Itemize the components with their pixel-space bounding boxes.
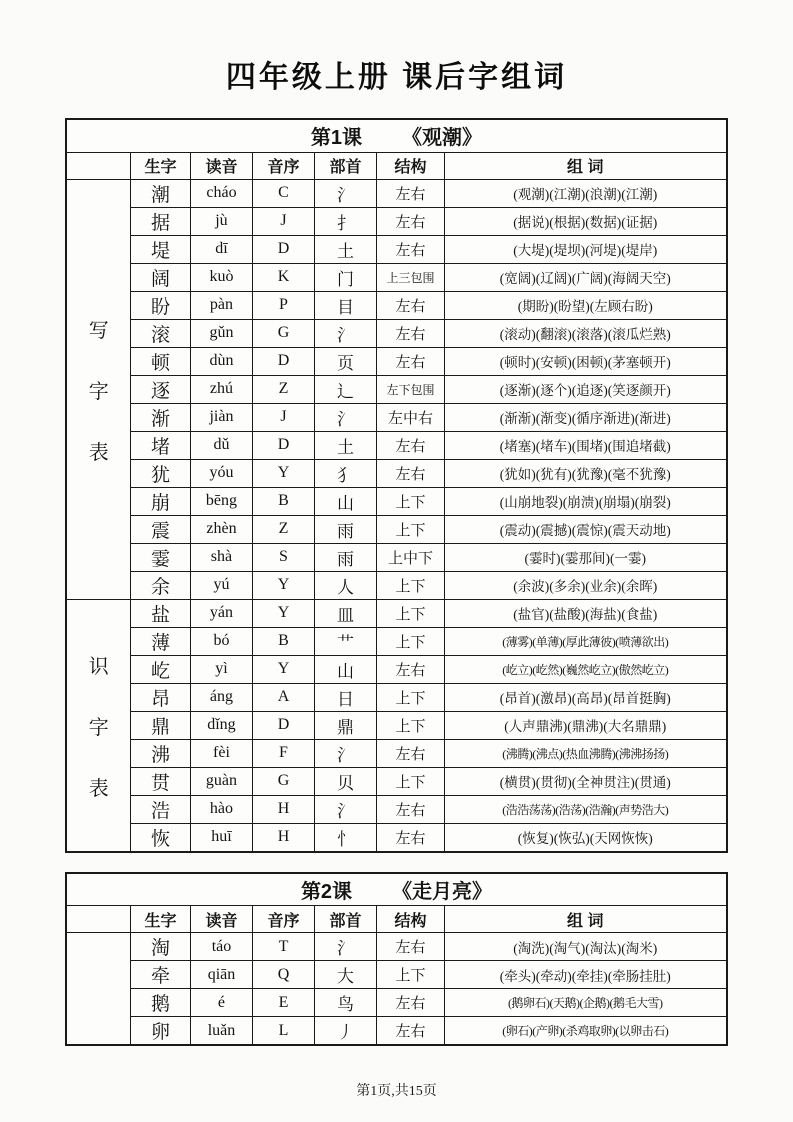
radical-cell: 土 xyxy=(314,431,376,459)
radical-cell: 皿 xyxy=(314,599,376,627)
char-cell: 滚 xyxy=(130,319,190,347)
radical-cell: 雨 xyxy=(314,515,376,543)
structure-cell: 左右 xyxy=(376,235,444,263)
pinyin-cell: shà xyxy=(190,543,252,571)
structure-cell: 左右 xyxy=(376,655,444,683)
initial-cell: D xyxy=(252,431,314,459)
structure-cell: 左右 xyxy=(376,795,444,823)
column-header: 读音 xyxy=(190,906,252,933)
section-label-text: 写 字 表 xyxy=(88,319,109,464)
column-header: 读音 xyxy=(190,152,252,179)
page-title: 四年级上册 课后字组词 xyxy=(225,61,568,94)
initial-cell: H xyxy=(252,795,314,823)
char-cell: 潮 xyxy=(130,179,190,207)
initial-cell: T xyxy=(252,933,314,961)
column-header: 部首 xyxy=(314,152,376,179)
lesson-title xyxy=(66,119,726,152)
char-cell: 盐 xyxy=(130,599,190,627)
words-cell: (牵头)(牵动)(牵挂)(牵肠挂肚) xyxy=(444,961,726,989)
column-header: 部首 xyxy=(314,906,376,933)
table-header-row xyxy=(66,906,726,933)
table-row xyxy=(66,655,726,683)
words-cell: (淘洗)(淘气)(淘汰)(淘米) xyxy=(444,933,726,961)
char-cell: 浩 xyxy=(130,795,190,823)
structure-cell: 上下 xyxy=(376,767,444,795)
column-header: 组 词 xyxy=(444,152,726,179)
initial-cell: Z xyxy=(252,375,314,403)
table-row xyxy=(66,711,726,739)
words-cell: (沸腾)(沸点)(热血沸腾)(沸沸扬扬) xyxy=(444,739,726,767)
initial-cell: J xyxy=(252,207,314,235)
radical-cell: 页 xyxy=(314,347,376,375)
page-footer: 第1页,共15页 xyxy=(356,1084,437,1099)
table-row xyxy=(66,543,726,571)
pinyin-cell: qiān xyxy=(190,961,252,989)
radical-cell: 氵 xyxy=(314,179,376,207)
char-cell: 屹 xyxy=(130,655,190,683)
initial-cell: D xyxy=(252,711,314,739)
table-row xyxy=(66,487,726,515)
pinyin-cell: dùn xyxy=(190,347,252,375)
char-cell: 震 xyxy=(130,515,190,543)
char-cell: 顿 xyxy=(130,347,190,375)
char-cell: 堤 xyxy=(130,235,190,263)
radical-cell: 氵 xyxy=(314,933,376,961)
words-cell: (卵石)(产卵)(杀鸡取卵)(以卵击石) xyxy=(444,1017,726,1046)
words-cell: (山崩地裂)(崩溃)(崩塌)(崩裂) xyxy=(444,487,726,515)
radical-cell: 人 xyxy=(314,571,376,599)
char-cell: 余 xyxy=(130,571,190,599)
pinyin-cell: yì xyxy=(190,655,252,683)
char-cell: 鼎 xyxy=(130,711,190,739)
initial-cell: C xyxy=(252,179,314,207)
lesson-1-table xyxy=(65,118,727,853)
radical-cell: 丿 xyxy=(314,1017,376,1046)
char-cell: 牵 xyxy=(130,961,190,989)
words-cell: (逐渐)(逐个)(追逐)(笑逐颜开) xyxy=(444,375,726,403)
pinyin-cell: hào xyxy=(190,795,252,823)
table-row xyxy=(66,571,726,599)
radical-cell: 鸟 xyxy=(314,989,376,1017)
char-cell: 崩 xyxy=(130,487,190,515)
pinyin-cell: yóu xyxy=(190,459,252,487)
words-cell: (盐官)(盐酸)(海盐)(食盐) xyxy=(444,599,726,627)
table-row xyxy=(66,961,726,989)
initial-cell: G xyxy=(252,767,314,795)
words-cell: (观潮)(江潮)(浪潮)(江潮) xyxy=(444,179,726,207)
column-header: 结构 xyxy=(376,906,444,933)
words-cell: (期盼)(盼望)(左顾右盼) xyxy=(444,291,726,319)
table-row xyxy=(66,767,726,795)
char-cell: 逐 xyxy=(130,375,190,403)
section-label-text xyxy=(67,933,130,1044)
structure-cell: 左右 xyxy=(376,347,444,375)
initial-cell: Q xyxy=(252,961,314,989)
radical-cell: 鼎 xyxy=(314,711,376,739)
column-header: 生字 xyxy=(130,152,190,179)
words-cell: (屹立)(屹然)(巍然屹立)(傲然屹立) xyxy=(444,655,726,683)
structure-cell: 左右 xyxy=(376,459,444,487)
radical-cell: 山 xyxy=(314,487,376,515)
section-label xyxy=(66,933,130,1046)
pinyin-cell: bó xyxy=(190,627,252,655)
initial-cell: A xyxy=(252,683,314,711)
radical-cell: 土 xyxy=(314,235,376,263)
table-row xyxy=(66,1017,726,1046)
radical-cell: 犭 xyxy=(314,459,376,487)
initial-cell: J xyxy=(252,403,314,431)
pinyin-cell: fèi xyxy=(190,739,252,767)
pinyin-cell: jiàn xyxy=(190,403,252,431)
char-cell: 鹅 xyxy=(130,989,190,1017)
structure-cell: 上下 xyxy=(376,683,444,711)
pinyin-cell: kuò xyxy=(190,263,252,291)
pinyin-cell: cháo xyxy=(190,179,252,207)
pinyin-cell: luǎn xyxy=(190,1017,252,1046)
radical-cell: 大 xyxy=(314,961,376,989)
column-header: 音序 xyxy=(252,152,314,179)
words-cell: (鹅卵石)(天鹅)(企鹅)(鹅毛大雪) xyxy=(444,989,726,1017)
initial-cell: Y xyxy=(252,571,314,599)
words-cell: (顿时)(安顿)(困顿)(茅塞顿开) xyxy=(444,347,726,375)
pinyin-cell: zhèn xyxy=(190,515,252,543)
words-cell: (滚动)(翻滚)(滚落)(滚瓜烂熟) xyxy=(444,319,726,347)
initial-cell: B xyxy=(252,627,314,655)
structure-cell: 左右 xyxy=(376,823,444,852)
initial-cell: F xyxy=(252,739,314,767)
header-label-spacer xyxy=(66,906,130,933)
table-row xyxy=(66,599,726,627)
lesson-number: 第1课 xyxy=(310,127,363,150)
pinyin-cell: pàn xyxy=(190,291,252,319)
char-cell: 渐 xyxy=(130,403,190,431)
table-row xyxy=(66,989,726,1017)
structure-cell: 左右 xyxy=(376,933,444,961)
structure-cell: 左右 xyxy=(376,179,444,207)
initial-cell: Y xyxy=(252,459,314,487)
char-cell: 盼 xyxy=(130,291,190,319)
structure-cell: 左右 xyxy=(376,739,444,767)
initial-cell: H xyxy=(252,823,314,852)
radical-cell: 扌 xyxy=(314,207,376,235)
structure-cell: 上下 xyxy=(376,711,444,739)
initial-cell: K xyxy=(252,263,314,291)
radical-cell: 日 xyxy=(314,683,376,711)
table-row xyxy=(66,683,726,711)
column-header: 音序 xyxy=(252,906,314,933)
radical-cell: 忄 xyxy=(314,823,376,852)
table-row xyxy=(66,459,726,487)
structure-cell: 上三包围 xyxy=(376,263,444,291)
radical-cell: 山 xyxy=(314,655,376,683)
pinyin-cell: yú xyxy=(190,571,252,599)
char-cell: 卵 xyxy=(130,1017,190,1046)
initial-cell: P xyxy=(252,291,314,319)
structure-cell: 左下包围 xyxy=(376,375,444,403)
table-row xyxy=(66,515,726,543)
table-row xyxy=(66,823,726,852)
char-cell: 犹 xyxy=(130,459,190,487)
char-cell: 阔 xyxy=(130,263,190,291)
table-row xyxy=(66,933,726,961)
radical-cell: 氵 xyxy=(314,403,376,431)
radical-cell: 氵 xyxy=(314,739,376,767)
initial-cell: Z xyxy=(252,515,314,543)
words-cell: (犹如)(犹有)(犹豫)(毫不犹豫) xyxy=(444,459,726,487)
radical-cell: 门 xyxy=(314,263,376,291)
radical-cell: 氵 xyxy=(314,319,376,347)
char-cell: 据 xyxy=(130,207,190,235)
section-label xyxy=(66,599,130,852)
column-header: 结构 xyxy=(376,152,444,179)
table-header-row xyxy=(66,152,726,179)
char-cell: 霎 xyxy=(130,543,190,571)
structure-cell: 上下 xyxy=(376,571,444,599)
pinyin-cell: táo xyxy=(190,933,252,961)
structure-cell: 左右 xyxy=(376,207,444,235)
structure-cell: 左右 xyxy=(376,989,444,1017)
words-cell: (渐渐)(渐变)(循序渐进)(渐进) xyxy=(444,403,726,431)
words-cell: (人声鼎沸)(鼎沸)(大名鼎鼎) xyxy=(444,711,726,739)
pinyin-cell: dǔ xyxy=(190,431,252,459)
table-row xyxy=(66,207,726,235)
words-cell: (据说)(根据)(数据)(证据) xyxy=(444,207,726,235)
pinyin-cell: guàn xyxy=(190,767,252,795)
structure-cell: 左右 xyxy=(376,291,444,319)
lesson-title xyxy=(66,873,726,906)
pinyin-cell: dī xyxy=(190,235,252,263)
column-header: 组 词 xyxy=(444,906,726,933)
section-label-text: 识 字 表 xyxy=(88,655,109,800)
table-row xyxy=(66,347,726,375)
structure-cell: 左右 xyxy=(376,431,444,459)
structure-cell: 上下 xyxy=(376,599,444,627)
table-row xyxy=(66,179,726,207)
lesson-book-title: 《观潮》 xyxy=(402,127,483,150)
table-row xyxy=(66,739,726,767)
radical-cell: 贝 xyxy=(314,767,376,795)
words-cell: (昂首)(激昂)(高昂)(昂首挺胸) xyxy=(444,683,726,711)
initial-cell: E xyxy=(252,989,314,1017)
lesson-2-table xyxy=(65,872,727,1047)
lesson-number: 第2课 xyxy=(300,880,353,903)
section-label xyxy=(66,179,130,599)
char-cell: 薄 xyxy=(130,627,190,655)
words-cell: (震动)(震撼)(震惊)(震天动地) xyxy=(444,515,726,543)
initial-cell: Y xyxy=(252,655,314,683)
words-cell: (宽阔)(辽阔)(广阔)(海阔天空) xyxy=(444,263,726,291)
words-cell: (横贯)(贯彻)(全神贯注)(贯通) xyxy=(444,767,726,795)
words-cell: (余波)(多余)(业余)(余晖) xyxy=(444,571,726,599)
char-cell: 淘 xyxy=(130,933,190,961)
structure-cell: 上中下 xyxy=(376,543,444,571)
radical-cell: 辶 xyxy=(314,375,376,403)
char-cell: 堵 xyxy=(130,431,190,459)
table-row xyxy=(66,627,726,655)
lesson-book-title: 《走月亮》 xyxy=(392,880,493,903)
table-row xyxy=(66,795,726,823)
initial-cell: D xyxy=(252,347,314,375)
structure-cell: 左右 xyxy=(376,1017,444,1046)
table-row xyxy=(66,403,726,431)
table-row xyxy=(66,263,726,291)
structure-cell: 上下 xyxy=(376,627,444,655)
initial-cell: S xyxy=(252,543,314,571)
words-cell: (恢复)(恢弘)(天网恢恢) xyxy=(444,823,726,852)
char-cell: 贯 xyxy=(130,767,190,795)
initial-cell: L xyxy=(252,1017,314,1046)
initial-cell: G xyxy=(252,319,314,347)
char-cell: 恢 xyxy=(130,823,190,852)
structure-cell: 左中右 xyxy=(376,403,444,431)
char-cell: 沸 xyxy=(130,739,190,767)
radical-cell: 氵 xyxy=(314,795,376,823)
column-header: 生字 xyxy=(130,906,190,933)
structure-cell: 上下 xyxy=(376,487,444,515)
structure-cell: 上下 xyxy=(376,961,444,989)
structure-cell: 上下 xyxy=(376,515,444,543)
initial-cell: Y xyxy=(252,599,314,627)
radical-cell: 目 xyxy=(314,291,376,319)
pinyin-cell: zhú xyxy=(190,375,252,403)
words-cell: (堵塞)(堵车)(围堵)(围追堵截) xyxy=(444,431,726,459)
table-row xyxy=(66,235,726,263)
words-cell: (薄雾)(单薄)(厚此薄彼)(喷薄欲出) xyxy=(444,627,726,655)
table-row xyxy=(66,319,726,347)
header-label-spacer xyxy=(66,152,130,179)
pinyin-cell: é xyxy=(190,989,252,1017)
words-cell: (浩浩荡荡)(浩荡)(浩瀚)(声势浩大) xyxy=(444,795,726,823)
pinyin-cell: gǔn xyxy=(190,319,252,347)
pinyin-cell: yán xyxy=(190,599,252,627)
initial-cell: B xyxy=(252,487,314,515)
pinyin-cell: jù xyxy=(190,207,252,235)
radical-cell: 艹 xyxy=(314,627,376,655)
table-row xyxy=(66,291,726,319)
pinyin-cell: bēng xyxy=(190,487,252,515)
radical-cell: 雨 xyxy=(314,543,376,571)
pinyin-cell: áng xyxy=(190,683,252,711)
table-row xyxy=(66,431,726,459)
words-cell: (霎时)(霎那间)(一霎) xyxy=(444,543,726,571)
table-row xyxy=(66,375,726,403)
initial-cell: D xyxy=(252,235,314,263)
words-cell: (大堤)(堤坝)(河堤)(堤岸) xyxy=(444,235,726,263)
char-cell: 昂 xyxy=(130,683,190,711)
pinyin-cell: huī xyxy=(190,823,252,852)
pinyin-cell: dǐng xyxy=(190,711,252,739)
structure-cell: 左右 xyxy=(376,319,444,347)
